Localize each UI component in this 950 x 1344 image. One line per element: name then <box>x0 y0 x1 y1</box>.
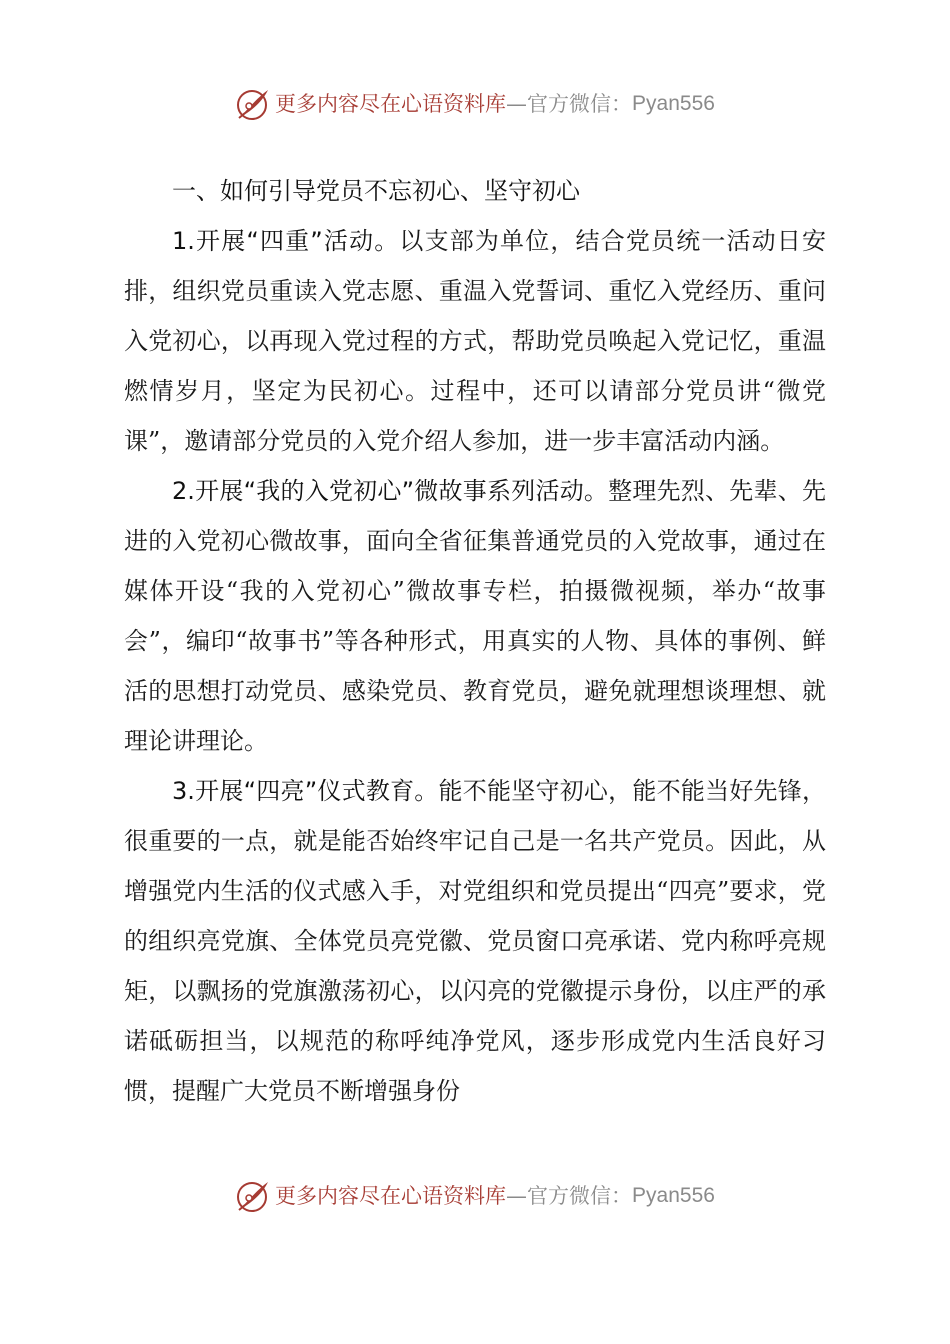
paragraph-2 <box>124 466 826 766</box>
paragraph-2-body: 整理先烈、先辈、先进的入党初心微故事，面向全省征集普通党员的入党故事，通过在媒体开设“我的入党初心”微故事专栏，拍摄微视频，举办“故事会”，编印“故事书”等各种形式，用真实的人物、具体的事例、鲜活的思想打动党员、感染党员、教育党员，避免就理想谈理想、就理论讲理论。 <box>124 477 827 755</box>
watermark-wechat-label: 官方微信： <box>527 1184 633 1208</box>
pen-quill-logo-icon <box>235 86 271 122</box>
paragraph-3-lead: 3.开展“四亮”仪式教育。 <box>172 777 439 805</box>
paragraph-1-body: 以支部为单位，结合党员统一活动日安排，组织党员重读入党志愿、重温入党誓词、重忆入党经历、重问入党初心，以再现入党过程的方式，帮助党员唤起入党记忆，重温燃情岁月，坚定为民初心。过程中，还可以请部分党员讲“微党课”，邀请部分党员的入党介绍人参加，进一步丰富活动内涵。 <box>124 227 827 455</box>
watermark-site-text: 更多内容尽在心语资料库 <box>275 92 507 116</box>
paragraph-1-lead: 1.开展“四重”活动。 <box>172 227 400 255</box>
document-body <box>124 166 826 1116</box>
watermark-site-text: 更多内容尽在心语资料库 <box>275 1184 507 1208</box>
paragraph-3-body: 能不能坚守初心，能不能当好先锋，很重要的一点，就是能否始终牢记自己是一名共产党员。因此，从增强党内生活的仪式感入手，对党组织和党员提出“四亮”要求，党的组织亮党旗、全体党员亮党徽、党员窗口亮承诺、党内称呼亮规矩，以飘扬的党旗激荡初心，以闪亮的党徽提示身份，以庄严的承诺砥砺担当，以规范的称呼纯净党风，逐步形成党内生活良好习惯，提醒广大党员不断增强身份 <box>124 777 827 1105</box>
watermark-banner-top <box>0 84 950 124</box>
watermark-wechat-id: Pyan556 <box>632 92 715 115</box>
watermark-banner-bottom <box>0 1176 950 1216</box>
pen-quill-logo-icon <box>235 1178 271 1214</box>
paragraph-1 <box>124 216 826 466</box>
section-heading: 一、如何引导党员不忘初心、坚守初心 <box>172 177 580 205</box>
paragraph-3 <box>124 766 826 1116</box>
paragraph-2-lead: 2.开展“我的入党初心”微故事系列活动。 <box>172 477 609 505</box>
watermark-dash: — <box>506 92 528 116</box>
watermark-wechat-id: Pyan556 <box>632 1184 715 1207</box>
watermark-dash: — <box>506 1184 528 1208</box>
watermark-wechat-label: 官方微信： <box>527 92 633 116</box>
